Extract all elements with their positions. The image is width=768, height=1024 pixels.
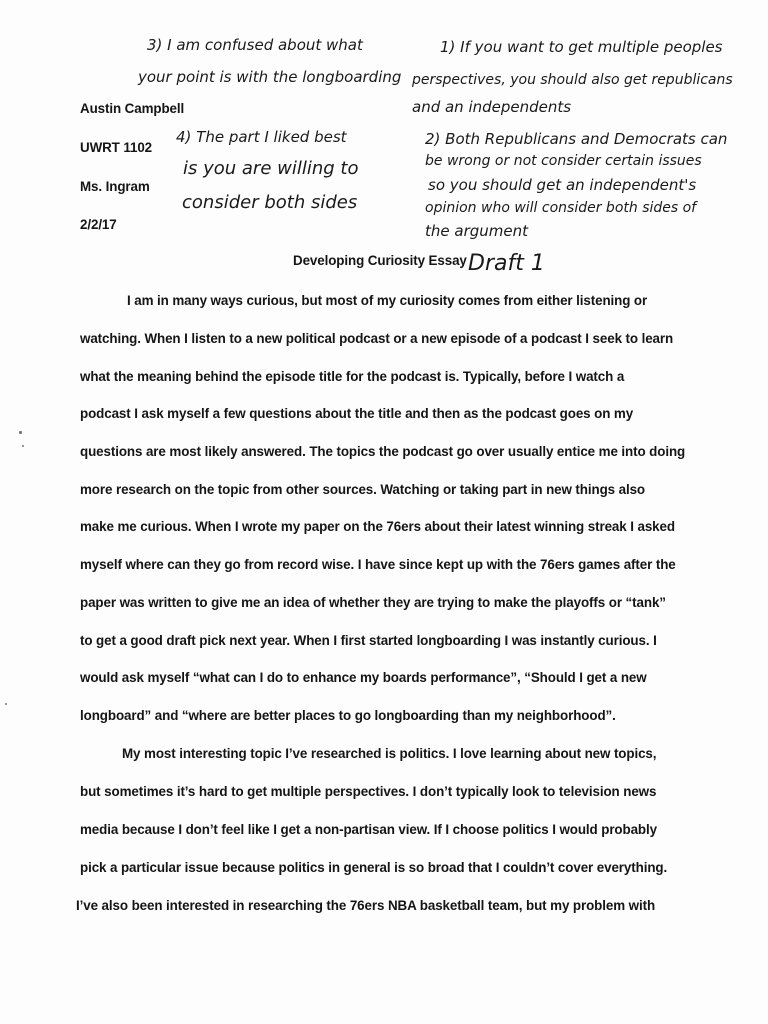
scan-speck: [5, 703, 7, 705]
handwritten-note-2-line1: 2) Both Republicans and Democrats can: [425, 130, 728, 148]
body-line-6: more research on the topic from other sources. Watching or taking part in new things also: [80, 482, 646, 497]
body-line-7: make me curious. When I wrote my paper on the 76ers about their latest winning streak I asked: [80, 519, 675, 534]
handwritten-note-2-line5: the argument: [425, 222, 529, 240]
body-line-1: I am in many ways curious, but most of my curiosity comes from either listening or: [127, 293, 648, 308]
handwritten-note-2-line4: opinion who will consider both sides of: [425, 200, 697, 216]
body-line-15: media because I don’t feel like I get a non-partisan view. If I choose politics I would probably: [80, 822, 657, 837]
body-line-9: paper was written to give me an idea of whether they are trying to make the playoffs or “tank”: [80, 595, 666, 610]
author-name: Austin Campbell: [80, 101, 185, 116]
instructor-name: Ms. Ingram: [80, 179, 150, 194]
body-line-14: but sometimes it’s hard to get multiple perspectives. I don’t typically look to television news: [80, 784, 657, 799]
handwritten-note-1-line3: and an independents: [412, 98, 572, 116]
body-line-3: what the meaning behind the episode title for the podcast is. Typically, before I watch a: [80, 369, 625, 384]
body-line-17: I’ve also been interested in researching the 76ers NBA basketball team, but my problem with: [76, 898, 656, 913]
handwritten-note-4-line1: 4) The part I liked best: [176, 128, 347, 146]
body-line-13: My most interesting topic I’ve researched is politics. I love learning about new topics,: [122, 746, 657, 761]
handwritten-note-3-line2: your point is with the longboarding: [138, 68, 402, 86]
scan-speck: [19, 431, 22, 434]
handwritten-note-1-line2: perspectives, you should also get republicans: [412, 72, 733, 88]
body-line-16: pick a particular issue because politics in general is so broad that I couldn’t cover everything.: [80, 860, 668, 875]
body-line-12: longboard” and “where are better places to go longboarding than my neighborhood”.: [80, 708, 616, 723]
essay-title: Developing Curiosity Essay: [293, 253, 467, 268]
body-line-11: would ask myself “what can I do to enhance my boards performance”, “Should I get a new: [80, 670, 647, 685]
scan-speck: [22, 445, 24, 447]
handwritten-note-3-line1: 3) I am confused about what: [147, 36, 363, 54]
draft-label: Draft 1: [468, 251, 545, 276]
body-line-5: questions are most likely answered. The topics the podcast go over usually entice me into doing: [80, 444, 686, 459]
essay-date: 2/2/17: [80, 217, 117, 232]
handwritten-note-2-line3: so you should get an independent's: [428, 176, 697, 194]
handwritten-note-1-line1: 1) If you want to get multiple peoples: [440, 38, 723, 56]
course-code: UWRT 1102: [80, 140, 153, 155]
handwritten-note-4-line2: is you are willing to: [183, 158, 359, 179]
handwritten-note-4-line3: consider both sides: [182, 192, 358, 213]
body-line-8: myself where can they go from record wise. I have since kept up with the 76ers games after the: [80, 557, 676, 572]
body-line-2: watching. When I listen to a new political podcast or a new episode of a podcast I seek to learn: [80, 331, 674, 346]
body-line-10: to get a good draft pick next year. When I first started longboarding I was instantly curious. I: [80, 633, 657, 648]
handwritten-note-2-line2: be wrong or not consider certain issues: [425, 153, 702, 169]
body-line-4: podcast I ask myself a few questions about the title and then as the podcast goes on my: [80, 406, 634, 421]
